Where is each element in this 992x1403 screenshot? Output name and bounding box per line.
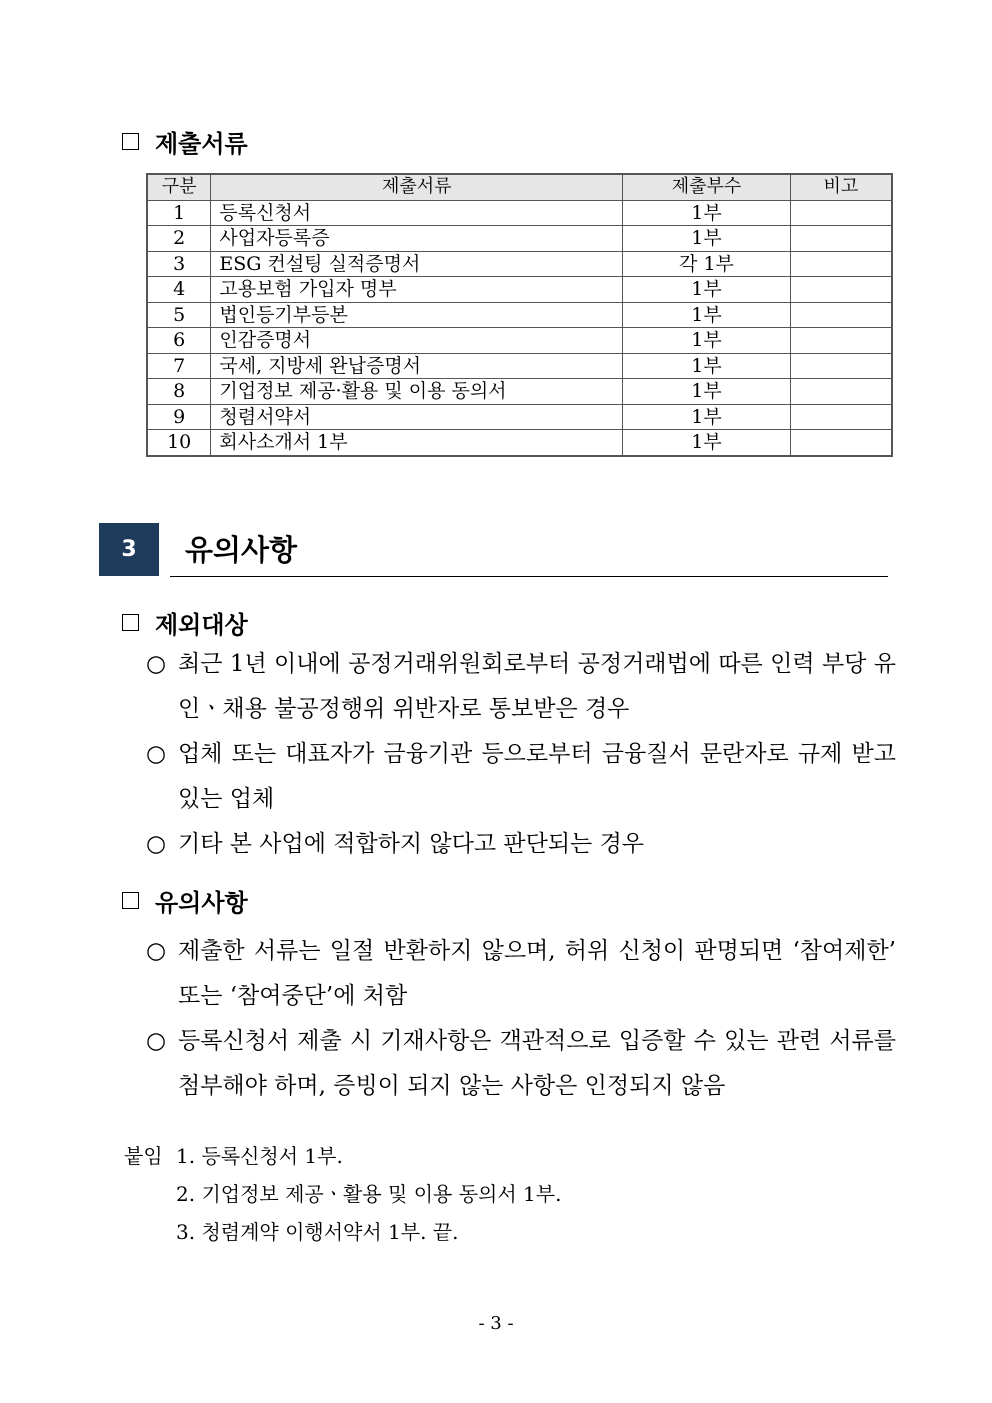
list-item [146, 1019, 896, 1109]
checkbox-square-icon [122, 133, 139, 150]
cell-copies: 1부 [623, 277, 791, 303]
cell-no: 8 [147, 379, 211, 405]
circle-bullet-icon: ○ [146, 651, 167, 677]
submit-docs-heading [122, 124, 248, 159]
cell-remarks [790, 277, 892, 303]
list-item [146, 822, 896, 867]
cell-copies: 1부 [623, 430, 791, 456]
table-header-row [147, 174, 892, 200]
cell-copies: 1부 [623, 226, 791, 252]
cell-remarks [790, 379, 892, 405]
cell-document: 청렴서약서 [211, 404, 623, 430]
table-row [147, 430, 892, 456]
cell-document: 회사소개서 1부 [211, 430, 623, 456]
notes-heading-text: 유의사항 [155, 889, 248, 917]
table-row [147, 328, 892, 354]
section-underline [170, 576, 888, 577]
cell-remarks [790, 404, 892, 430]
exclusion-heading [122, 605, 248, 640]
cell-document: 인감증명서 [211, 328, 623, 354]
submit-docs-table [146, 173, 893, 457]
cell-document: 고용보험 가입자 명부 [211, 277, 623, 303]
col-header-document: 제출서류 [211, 174, 623, 200]
cell-copies: 1부 [623, 379, 791, 405]
list-item-text: 최근 1년 이내에 공정거래위원회로부터 공정거래법에 따른 인력 부당 유인ㆍ채용 불공정행위 위반자로 통보받은 경우 [178, 651, 896, 722]
cell-copies: 1부 [623, 328, 791, 354]
checkbox-square-icon [122, 614, 139, 631]
col-header-category: 구분 [147, 174, 211, 200]
cell-remarks [790, 430, 892, 456]
circle-bullet-icon: ○ [146, 741, 167, 767]
cell-remarks [790, 302, 892, 328]
col-header-remarks: 비고 [790, 174, 892, 200]
cell-no: 4 [147, 277, 211, 303]
list-item [146, 642, 896, 732]
list-item-text: 제출한 서류는 일절 반환하지 않으며, 허위 신청이 판명되면 ‘참여제한’ 또는 ‘참여중단’에 처함 [178, 938, 896, 1009]
cell-no: 5 [147, 302, 211, 328]
cell-no: 6 [147, 328, 211, 354]
cell-remarks [790, 353, 892, 379]
cell-no: 10 [147, 430, 211, 456]
cell-document: 등록신청서 [211, 200, 623, 226]
cell-remarks [790, 328, 892, 354]
cell-no: 3 [147, 251, 211, 277]
attachment-item: 1. 등록신청서 1부. [176, 1144, 343, 1168]
table-row [147, 277, 892, 303]
cell-copies: 각 1부 [623, 251, 791, 277]
cell-document: 기업정보 제공·활용 및 이용 동의서 [211, 379, 623, 405]
notes-heading [122, 883, 248, 918]
list-item-text: 업체 또는 대표자가 금융기관 등으로부터 금융질서 문란자로 규제 받고 있는 업체 [178, 741, 896, 812]
cell-remarks [790, 251, 892, 277]
col-header-copies: 제출부수 [623, 174, 791, 200]
table-row [147, 379, 892, 405]
cell-remarks [790, 226, 892, 252]
cell-no: 1 [147, 200, 211, 226]
cell-copies: 1부 [623, 404, 791, 430]
table-row [147, 226, 892, 252]
checkbox-square-icon [122, 892, 139, 909]
section-title: 유의사항 [185, 533, 298, 567]
cell-document: 법인등기부등본 [211, 302, 623, 328]
cell-copies: 1부 [623, 302, 791, 328]
list-item [146, 929, 896, 1019]
table-row [147, 302, 892, 328]
submit-docs-heading-text: 제출서류 [155, 130, 248, 158]
circle-bullet-icon: ○ [146, 1028, 167, 1054]
attachment-item: 3. 청렴계약 이행서약서 1부. 끝. [176, 1220, 459, 1244]
cell-copies: 1부 [623, 353, 791, 379]
cell-document: 사업자등록증 [211, 226, 623, 252]
table-row [147, 251, 892, 277]
exclusion-heading-text: 제외대상 [155, 611, 248, 639]
cell-no: 2 [147, 226, 211, 252]
circle-bullet-icon: ○ [146, 938, 167, 964]
table-row [147, 353, 892, 379]
table-row [147, 404, 892, 430]
cell-no: 7 [147, 353, 211, 379]
circle-bullet-icon: ○ [146, 831, 167, 857]
cell-no: 9 [147, 404, 211, 430]
list-item-text: 등록신청서 제출 시 기재사항은 객관적으로 입증할 수 있는 관련 서류를 첨부해야 하며, 증빙이 되지 않는 사항은 인정되지 않음 [178, 1028, 896, 1099]
cell-document: 국세, 지방세 완납증명서 [211, 353, 623, 379]
list-item [146, 732, 896, 822]
attachment-item: 2. 기업정보 제공ㆍ활용 및 이용 동의서 1부. [176, 1182, 562, 1206]
cell-document: ESG 컨설팅 실적증명서 [211, 251, 623, 277]
cell-copies: 1부 [623, 200, 791, 226]
list-item-text: 기타 본 사업에 적합하지 않다고 판단되는 경우 [178, 831, 645, 857]
cell-remarks [790, 200, 892, 226]
attachments-label: 붙임 [124, 1144, 163, 1168]
table-row [147, 200, 892, 226]
section-number-badge: 3 [99, 523, 159, 576]
page-number: - 3 - [478, 1313, 514, 1334]
